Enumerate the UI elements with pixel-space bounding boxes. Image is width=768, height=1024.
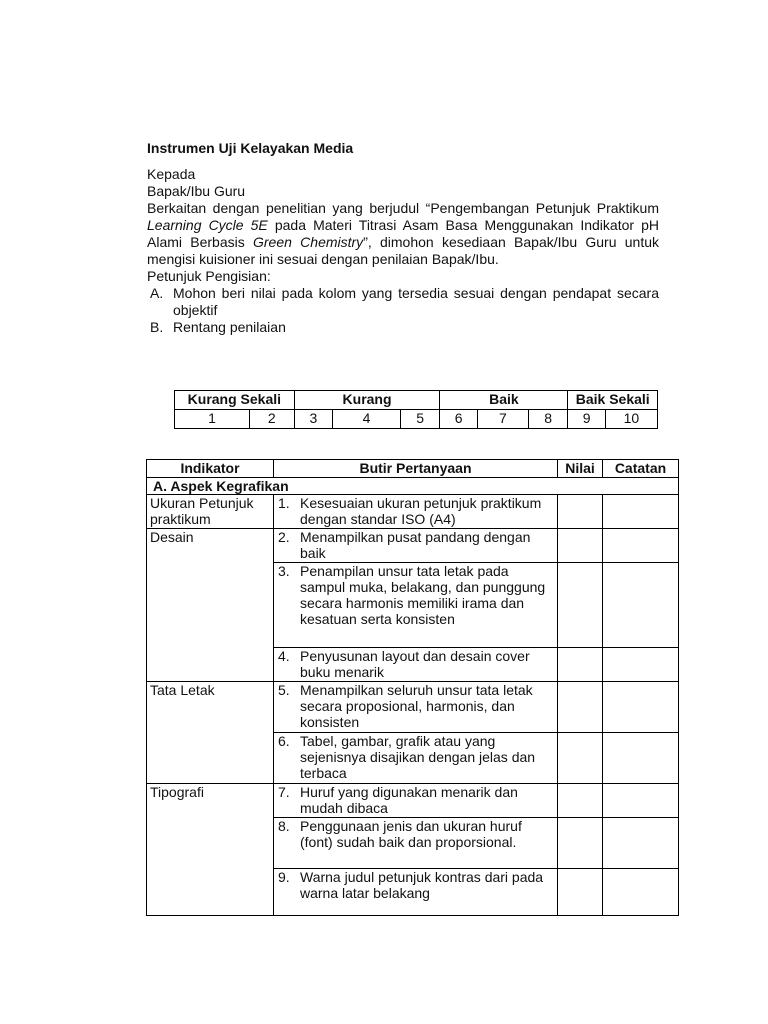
salutation: Kepada xyxy=(147,166,196,182)
question-number: 9. xyxy=(278,869,290,885)
catatan-input-cell[interactable] xyxy=(603,648,679,682)
instructions-label: Petunjuk Pengisian: xyxy=(147,268,271,284)
table-row xyxy=(147,495,679,529)
rating-score: 6 xyxy=(440,410,477,429)
question-text: Menampilkan seluruh unsur tata letak secara proposional, harmonis, dan konsisten xyxy=(300,682,533,730)
question-text: Menampilkan pusat pandang dengan baik xyxy=(300,529,531,561)
nilai-input-cell[interactable] xyxy=(558,529,603,563)
question-number: 6. xyxy=(278,733,290,749)
question-text: Penampilan unsur tata letak pada sampul muka, belakang, dan punggung secara harmonis memiliki irama dan kesatuan serta konsisten xyxy=(300,563,546,627)
question-number: 2. xyxy=(278,529,290,545)
document-body xyxy=(147,140,659,336)
indicator-cell: Tata Letak xyxy=(147,682,274,784)
paragraph-segment: Berkaitan dengan penelitian yang berjudul “Pengembangan Petunjuk Praktikum xyxy=(147,200,659,216)
catatan-input-cell[interactable] xyxy=(603,529,679,563)
instruction-text: Mohon beri nilai pada kolom yang tersedia sesuai dengan pendapat secara objektif xyxy=(173,285,659,318)
question-text: Warna judul petunjuk kontras dari pada warna latar belakang xyxy=(300,869,544,901)
catatan-input-cell[interactable] xyxy=(603,682,679,733)
rating-score: 10 xyxy=(605,410,657,429)
paragraph-italic-segment: Learning Cycle 5E xyxy=(147,217,268,233)
table-row xyxy=(147,784,679,818)
rating-score: 2 xyxy=(249,410,294,429)
instruction-text: Rentang penilaian xyxy=(173,319,286,335)
recipient: Bapak/Ibu Guru xyxy=(147,183,246,199)
section-row xyxy=(147,478,679,495)
table-row xyxy=(147,682,679,733)
question-text: Kesesuaian ukuran petunjuk praktikum dengan standar ISO (A4) xyxy=(300,495,542,527)
rating-category: Kurang xyxy=(294,391,440,410)
question-cell xyxy=(274,648,558,682)
nilai-input-cell[interactable] xyxy=(558,733,603,784)
header-butir: Butir Pertanyaan xyxy=(274,460,558,478)
nilai-input-cell[interactable] xyxy=(558,784,603,818)
question-cell xyxy=(274,563,558,648)
rating-score: 7 xyxy=(477,410,528,429)
instruction-item xyxy=(147,319,659,336)
question-cell xyxy=(274,818,558,869)
paragraph-segment: ”, dimohon kesediaan Bapak/Ibu Guru untuk mengisi kuisioner ini sesuai dengan penilaian Bapak/Ibu. xyxy=(147,234,659,267)
rating-score: 9 xyxy=(568,410,605,429)
nilai-input-cell[interactable] xyxy=(558,563,603,648)
question-number: 7. xyxy=(278,784,290,800)
rating-score-row xyxy=(175,410,658,429)
question-number: 5. xyxy=(278,682,290,698)
question-text: Huruf yang digunakan menarik dan mudah dibaca xyxy=(300,784,518,816)
document-title: Instrumen Uji Kelayakan Media xyxy=(147,140,354,156)
rating-score: 4 xyxy=(333,410,401,429)
rating-category: Baik xyxy=(440,391,568,410)
question-cell xyxy=(274,529,558,563)
question-number: 3. xyxy=(278,563,290,579)
catatan-input-cell[interactable] xyxy=(603,784,679,818)
rating-category: Kurang Sekali xyxy=(175,391,295,410)
section-title: A. Aspek Kegrafikan xyxy=(147,478,679,495)
rating-score: 1 xyxy=(175,410,250,429)
rating-score: 8 xyxy=(528,410,568,429)
rating-score: 3 xyxy=(294,410,333,429)
question-text: Penggunaan jenis dan ukuran huruf (font) sudah baik dan proporsional. xyxy=(300,818,522,850)
table-row xyxy=(147,529,679,563)
instruction-item xyxy=(147,285,659,319)
question-text: Penyusunan layout dan desain cover buku menarik xyxy=(300,648,530,680)
question-cell xyxy=(274,784,558,818)
question-number: 1. xyxy=(278,495,290,511)
nilai-input-cell[interactable] xyxy=(558,869,603,916)
nilai-input-cell[interactable] xyxy=(558,495,603,529)
catatan-input-cell[interactable] xyxy=(603,869,679,916)
catatan-input-cell[interactable] xyxy=(603,818,679,869)
instruction-marker: B. xyxy=(150,319,164,335)
paragraph-italic-segment: Green Chemistry xyxy=(253,234,364,250)
instructions-list xyxy=(147,285,659,336)
question-cell xyxy=(274,869,558,916)
header-catatan: Catatan xyxy=(603,460,679,478)
catatan-input-cell[interactable] xyxy=(603,495,679,529)
question-cell xyxy=(274,495,558,529)
indicator-cell: Ukuran Petunjuk praktikum xyxy=(147,495,274,529)
intro-paragraph xyxy=(147,200,659,268)
indicator-cell: Tipografi xyxy=(147,784,274,916)
catatan-input-cell[interactable] xyxy=(603,733,679,784)
question-cell xyxy=(274,733,558,784)
paragraph-segment: pada Materi Titrasi Asam Basa Menggunakan Indikator pH Alami Berbasis xyxy=(147,217,660,250)
header-nilai: Nilai xyxy=(558,460,603,478)
nilai-input-cell[interactable] xyxy=(558,818,603,869)
header-indikator: Indikator xyxy=(147,460,274,478)
indicator-cell: Desain xyxy=(147,529,274,682)
question-text: Tabel, gambar, grafik atau yang sejenisnya disajikan dengan jelas dan terbaca xyxy=(300,733,536,781)
evaluation-table xyxy=(146,459,679,916)
rating-scale-table xyxy=(174,390,658,429)
catatan-input-cell[interactable] xyxy=(603,563,679,648)
rating-category: Baik Sekali xyxy=(568,391,658,410)
question-number: 8. xyxy=(278,818,290,834)
nilai-input-cell[interactable] xyxy=(558,648,603,682)
nilai-input-cell[interactable] xyxy=(558,682,603,733)
instruction-marker: A. xyxy=(150,285,164,301)
question-number: 4. xyxy=(278,648,290,664)
question-cell xyxy=(274,682,558,733)
rating-score: 5 xyxy=(400,410,440,429)
